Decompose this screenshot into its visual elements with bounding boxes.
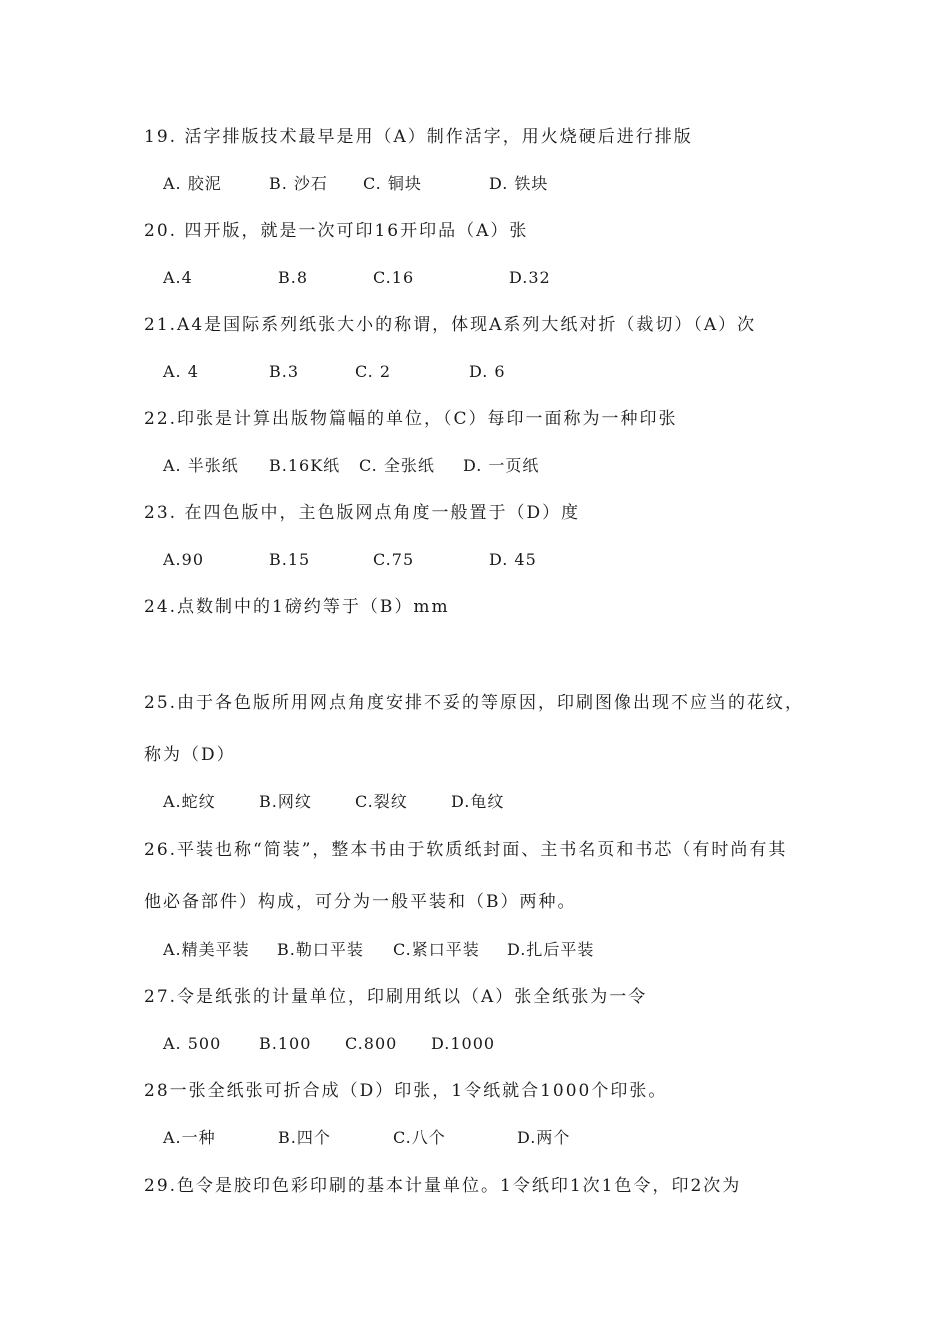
option-d: D. 6 [469,362,506,381]
question-25-continuation: 称为（D） [144,745,236,765]
question-19: 19. 活字排版技术最早是用（A）制作活字，用火烧硬后进行排版 [144,127,693,147]
option-c: C.16 [373,268,415,287]
option-d: D. 45 [489,550,537,569]
option-d: D. 一页纸 [463,456,540,475]
option-b: B.100 [259,1034,312,1053]
option-d: D. 铁块 [489,174,549,193]
question-26-continuation: 他必备部件）构成，可分为一般平装和（B）两种。 [144,892,577,912]
question-23: 23. 在四色版中，主色版网点角度一般置于（D）度 [144,503,581,523]
option-a: A. 半张纸 [163,456,239,475]
option-b: B.勒口平装 [277,940,364,959]
option-a: A.一种 [163,1128,216,1147]
option-c: C. 铜块 [363,174,422,193]
option-a: A. 4 [163,362,199,381]
question-20: 20. 四开版，就是一次可印16开印品（A）张 [144,221,529,241]
option-a: A.4 [163,268,193,287]
option-a: A. 胶泥 [163,174,222,193]
question-22: 22.印张是计算出版物篇幅的单位，（C）每印一面称为一种印张 [144,409,678,429]
option-b: B.3 [269,362,300,381]
question-21: 21.A4是国际系列纸张大小的称谓，体现A系列大纸对折（裁切）（A）次 [144,315,757,335]
question-24: 24.点数制中的1磅约等于（B）mm [144,597,450,617]
option-b: B.四个 [278,1128,331,1147]
option-d: D.扎后平装 [507,940,595,959]
option-b: B.网纹 [259,792,312,811]
option-a: A.90 [163,550,204,569]
option-a: A.蛇纹 [163,792,216,811]
option-c: C.裂纹 [355,792,408,811]
option-c: C. 全张纸 [359,456,435,475]
option-d: D.1000 [431,1034,496,1053]
option-b: B. 沙石 [269,174,328,193]
option-c: C.800 [345,1034,398,1053]
option-b: B.8 [278,268,309,287]
option-c: C.紧口平装 [393,940,480,959]
option-a: A. 500 [163,1034,222,1053]
option-d: D.32 [509,268,551,287]
option-d: D.龟纹 [451,792,505,811]
option-d: D.两个 [517,1128,571,1147]
question-26: 26.平装也称“简装”，整本书由于软质纸封面、主书名页和书芯（有时尚有其 [144,840,788,860]
option-b: B.15 [269,550,311,569]
question-29: 29.色令是胶印色彩印刷的基本计量单位。1令纸印1次1色令，印2次为 [144,1176,742,1196]
option-b: B.16K纸 [269,456,341,475]
option-a: A.精美平装 [163,940,250,959]
option-c: C.75 [373,550,415,569]
question-25: 25.由于各色版所用网点角度安排不妥的等原因，印刷图像出现不应当的花纹， [144,693,805,713]
option-c: C. 2 [355,362,392,381]
option-c: C.八个 [393,1128,446,1147]
question-27: 27.令是纸张的计量单位，印刷用纸以（A）张全纸张为一令 [144,987,648,1007]
question-28: 28一张全纸张可折合成（D）印张，1令纸就合1000个印张。 [144,1081,668,1101]
